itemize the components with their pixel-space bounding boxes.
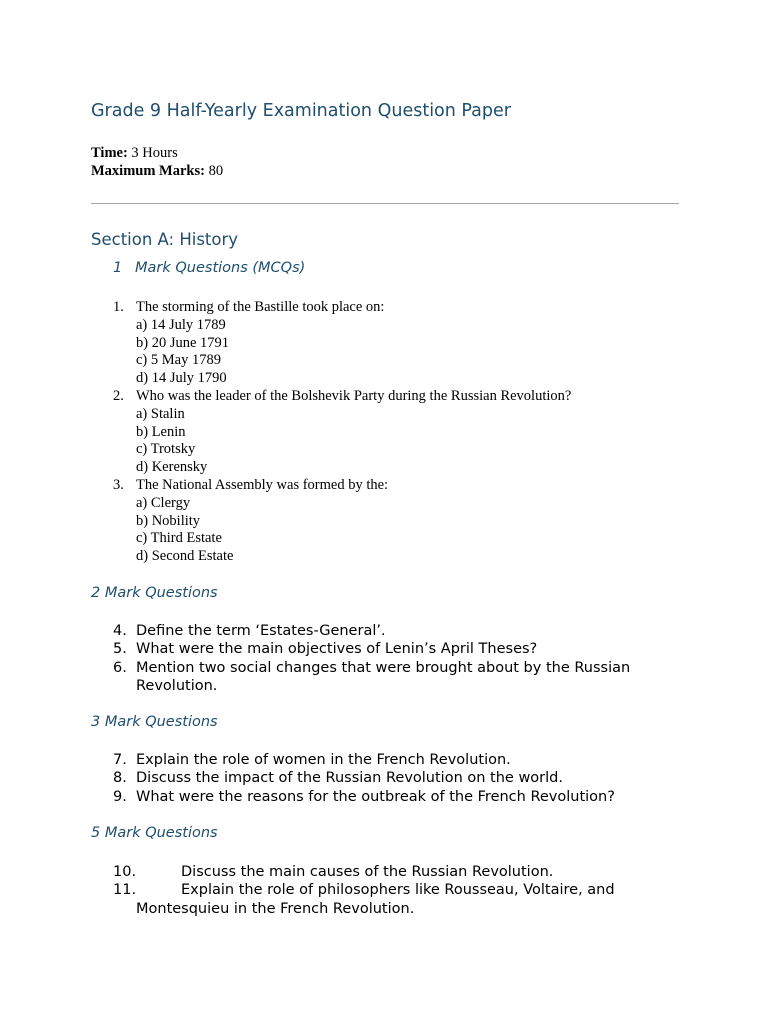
five-mark-list — [91, 863, 679, 918]
question-5 — [91, 640, 679, 658]
max-marks-value: 80 — [208, 163, 224, 179]
mcq-heading-text: Mark Questions (MCQs) — [135, 260, 306, 276]
question-text: Discuss the main causes of the Russian Revolution. — [181, 864, 554, 880]
question-number: 8. — [113, 770, 127, 787]
question-text: What were the main objectives of Lenin’s April Theses? — [136, 641, 538, 658]
question-number: 2. — [113, 387, 124, 404]
max-marks-label: Maximum Marks: — [91, 163, 205, 179]
mcq-question-2 — [91, 388, 679, 406]
question-text: Discuss the impact of the Russian Revolution on the world. — [136, 770, 563, 787]
three-mark-list — [91, 751, 679, 806]
mcq-option: b) 20 June 1791 — [136, 334, 230, 351]
question-text: Who was the leader of the Bolshevik Party during the Russian Revolution? — [136, 387, 572, 404]
question-number: 6. — [113, 659, 127, 676]
mcq-heading-number: 1 — [113, 260, 123, 276]
time-value: 3 Hours — [131, 145, 178, 161]
question-11 — [91, 881, 679, 899]
question-number: 4. — [113, 623, 127, 639]
mcq-option: a) Clergy — [136, 494, 191, 511]
question-text: Explain the role of philosophers like Rousseau, Voltaire, and — [181, 882, 615, 899]
question-number: 1. — [113, 299, 124, 315]
mcq-option: d) 14 July 1790 — [136, 370, 227, 387]
mcq-option: a) Stalin — [136, 405, 185, 422]
mcq-option: b) Nobility — [136, 512, 201, 529]
question-text: Explain the role of women in the French Revolution. — [136, 752, 511, 768]
question-4 — [91, 622, 679, 640]
mcq-question-3 — [91, 477, 679, 495]
mcq-option: d) Second Estate — [136, 548, 234, 565]
section-a-title: Section A: History — [91, 230, 239, 249]
question-10 — [91, 863, 679, 881]
question-text: Mention two social changes that were brought about by the Russian Revolution. — [136, 659, 631, 694]
two-mark-list — [91, 622, 679, 695]
time-line — [91, 145, 178, 162]
question-11-continuation: Montesquieu in the French Revolution. — [136, 900, 415, 917]
question-text: Define the term ‘Estates-General’. — [136, 623, 386, 639]
two-mark-heading: 2 Mark Questions — [91, 585, 218, 601]
mcq-question-1 — [91, 299, 679, 317]
question-number: 7. — [113, 752, 127, 768]
three-mark-heading: 3 Mark Questions — [91, 714, 218, 730]
page-title: Grade 9 Half-Yearly Examination Question Paper — [91, 101, 511, 121]
mcq-option: a) 14 July 1789 — [136, 316, 226, 333]
question-7 — [91, 751, 679, 769]
question-number: 10. — [113, 864, 137, 880]
mcq-option: c) Trotsky — [136, 441, 196, 458]
max-marks-line — [91, 163, 223, 180]
question-number: 11. — [113, 882, 137, 899]
mcq-option: c) 5 May 1789 — [136, 352, 221, 369]
mcq-option: d) Kerensky — [136, 459, 208, 476]
question-text: The storming of the Bastille took place on: — [136, 299, 385, 315]
mcq-option: b) Lenin — [136, 423, 186, 440]
five-mark-heading: 5 Mark Questions — [91, 825, 218, 841]
question-number: 9. — [113, 788, 127, 805]
mcq-option: c) Third Estate — [136, 530, 222, 547]
time-label: Time: — [91, 145, 128, 161]
divider — [91, 203, 679, 204]
question-text: What were the reasons for the outbreak of the French Revolution? — [136, 788, 615, 805]
mcq-heading — [113, 260, 305, 276]
question-8 — [91, 769, 679, 787]
mcq-list — [91, 299, 679, 566]
question-9 — [91, 788, 679, 806]
question-number: 5. — [113, 641, 127, 658]
question-6 — [91, 659, 679, 696]
question-text: The National Assembly was formed by the: — [136, 476, 389, 493]
question-number: 3. — [113, 476, 124, 493]
